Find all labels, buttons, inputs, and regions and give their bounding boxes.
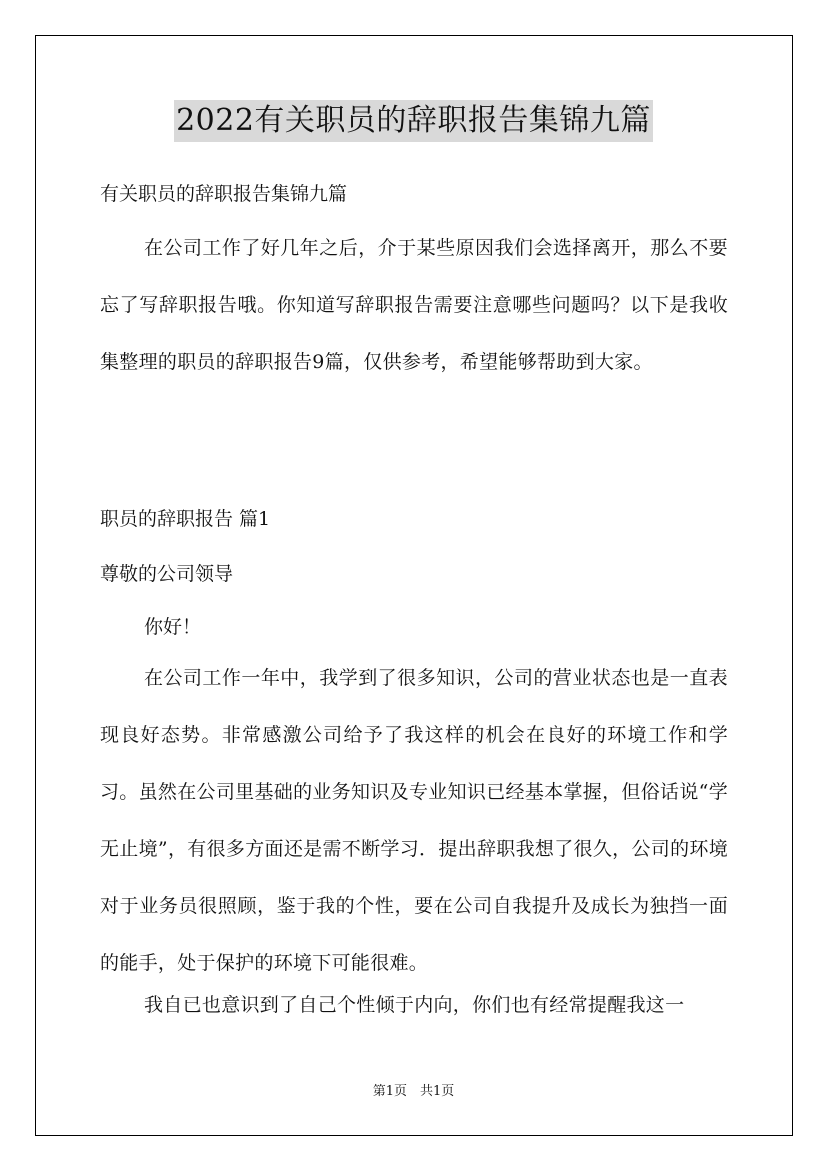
document-title: 2022有关职员的辞职报告集锦九篇	[174, 100, 653, 142]
salutation: 尊敬的公司领导	[100, 563, 234, 585]
body-paragraph-2: 我自已也意识到了自己个性倾于内向，你们也有经常提醒我这一	[144, 994, 685, 1016]
section-heading: 职员的辞职报告 篇1	[100, 508, 271, 530]
page-footer: 第1页 共1页	[372, 1084, 455, 1099]
title-wrap	[0, 100, 827, 142]
greeting: 你好！	[144, 616, 202, 638]
intro-paragraph: 在公司工作了好几年之后，介于某些原因我们会选择离开，那么不要忘了写辞职报告哦。你知道写辞职报告需要注意哪些问题吗？以下是我收集整理的职员的辞职报告9篇，仅供参考，希望能够帮助到大家。	[100, 237, 728, 373]
body-paragraph-1: 在公司工作一年中，我学到了很多知识，公司的营业状态也是一直表现良好态势。非常感激公司给予了我这样的机会在良好的环境工作和学习。虽然在公司里基础的业务知识及专业知识已经基本掌握，但俗话说“学无止境”，有很多方面还是需不断学习．提出辞职我想了很久，公司的环境对于业务员很照顾，鉴于我的个性，要在公司自我提升及成长为独挡一面的能手，处于保护的环境下可能很难。	[100, 667, 728, 974]
document-subtitle: 有关职员的辞职报告集锦九篇	[100, 183, 348, 205]
